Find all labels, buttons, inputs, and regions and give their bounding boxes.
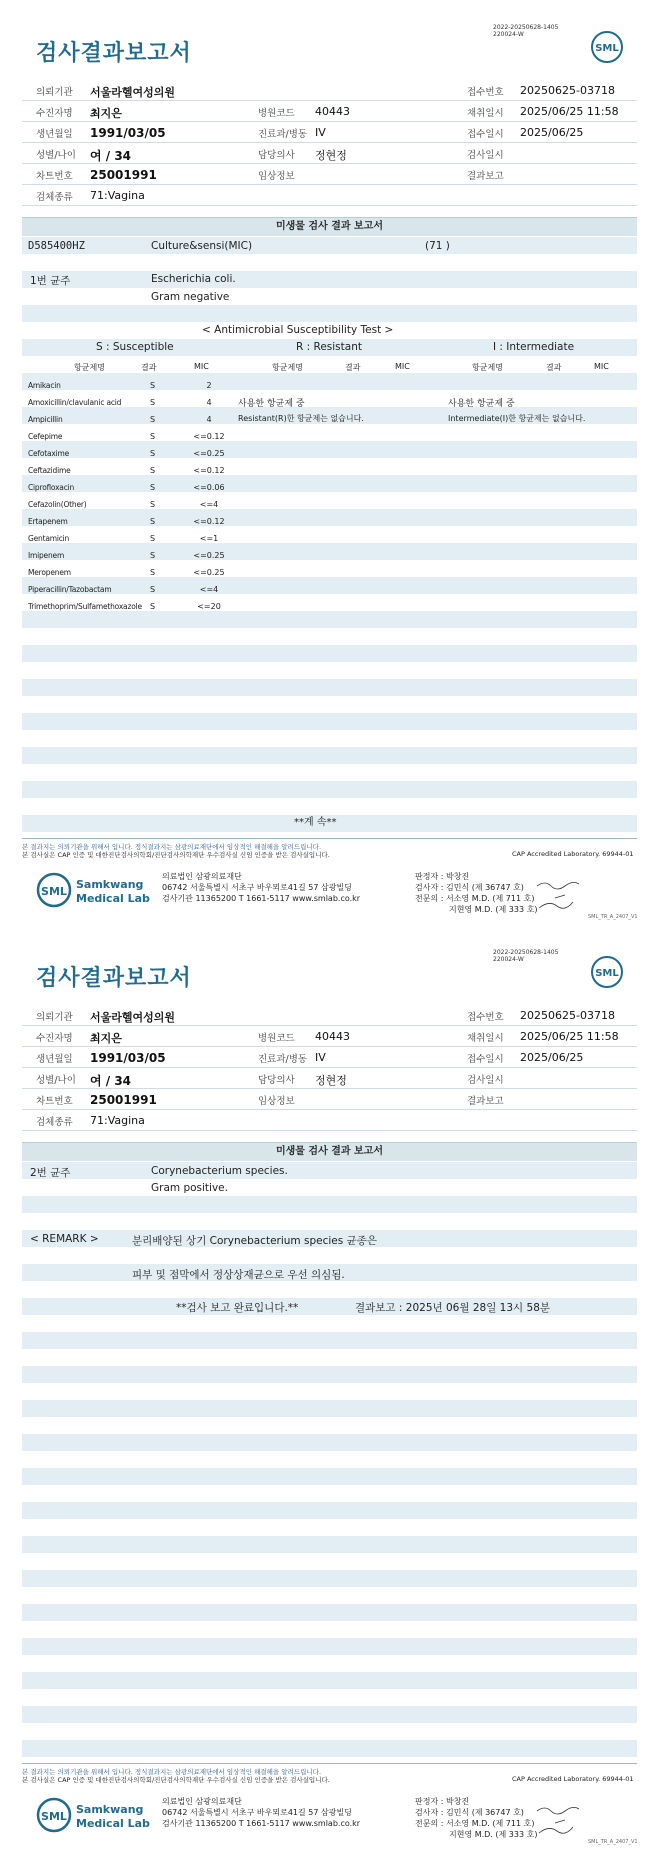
cap-accreditation: CAP Accredited Laboratory. 69944-01	[512, 850, 634, 858]
drug-mic: <=0.12	[193, 517, 225, 526]
table-stripe	[22, 1434, 637, 1451]
note-i-title: 사용한 항균제 중	[448, 399, 515, 409]
drug-name: Trimethoprim/Sulfamethoxazole	[28, 602, 142, 611]
svg-text:Medical Lab: Medical Lab	[76, 892, 150, 905]
table-stripe	[22, 1519, 637, 1536]
col-drug-s: 항균제명	[74, 363, 105, 372]
drug-result: S	[150, 449, 156, 458]
table-stripe	[22, 441, 637, 458]
document-number: 2022-20250628-1405 220024-W	[493, 949, 559, 963]
table-stripe	[22, 1655, 637, 1672]
table-stripe	[22, 1672, 637, 1689]
col-result-s: 결과	[141, 363, 157, 372]
table-stripe	[22, 356, 637, 373]
isolate-label: 2번 균주	[30, 1167, 71, 1179]
remark-line-2: 피부 및 점막에서 정상상재균으로 우선 의심됨.	[132, 1269, 345, 1281]
table-stripe	[22, 1366, 637, 1383]
table-stripe	[22, 679, 637, 696]
lab-address: 의료법인 삼광의료재단 06742 서울특별시 서초구 바우뫼로41길 57 삼광빌딩 검사기관 11365200 T 1661-5117 www.smlab.co.kr	[162, 872, 361, 903]
col-result-r: 결과	[345, 363, 361, 372]
samkwang-logo-icon	[36, 868, 156, 912]
receipt-no-value: 20250625-03718	[520, 84, 615, 97]
signature-scribble-icon	[535, 1803, 595, 1839]
drug-name: Meropenem	[28, 568, 71, 577]
sml-logo-icon	[590, 955, 624, 989]
organism-name: Corynebacterium species.	[151, 1165, 288, 1177]
table-stripe	[22, 424, 637, 441]
ast-title: < Antimicrobial Susceptibility Test >	[202, 324, 394, 336]
drug-result: S	[150, 398, 156, 407]
test-name: Culture&sensi(MIC)	[151, 240, 253, 252]
report-title: 검사결과보고서	[36, 41, 192, 66]
table-stripe	[22, 1502, 637, 1519]
drug-name: Amoxicillin/clavulanic acid	[28, 398, 122, 407]
table-stripe	[22, 1553, 637, 1570]
header-row-3: 생년월일 1991/03/05 진료과/병동 IV 접수일시 2025/06/25	[22, 1047, 637, 1068]
header-row-2: 수진자명 최지은 병원코드 40443 채취일시 2025/06/25 11:58	[22, 101, 637, 122]
version-code: SML_TR_A_2407_V1	[588, 914, 638, 920]
table-stripe	[22, 730, 637, 747]
signature-scribble-icon	[535, 878, 595, 914]
drug-name: Gentamicin	[28, 534, 70, 543]
table-stripe	[22, 1485, 637, 1502]
table-stripe	[22, 1315, 637, 1332]
drug-result: S	[150, 551, 156, 560]
table-stripe	[22, 781, 637, 798]
table-stripe	[22, 1638, 637, 1655]
drug-result: S	[150, 483, 156, 492]
report-page-2	[0, 925, 655, 1850]
table-stripe	[22, 645, 637, 662]
table-stripe	[22, 560, 637, 577]
table-stripe	[22, 492, 637, 509]
col-drug-i: 항균제명	[472, 363, 503, 372]
table-stripe	[22, 254, 637, 271]
drug-mic: <=20	[197, 602, 221, 611]
drug-result: S	[150, 500, 156, 509]
drug-mic: <=4	[199, 500, 219, 509]
header-row-1: 의뢰기관 서울라헬여성의원 접수번호 20250625-03718	[22, 1005, 637, 1026]
drug-mic: 4	[206, 415, 212, 424]
table-stripe	[22, 1417, 637, 1434]
drug-result: S	[150, 381, 156, 390]
drug-result: S	[150, 602, 156, 611]
table-stripe	[22, 1689, 637, 1706]
drug-result: S	[150, 585, 156, 594]
drug-result: S	[150, 415, 156, 424]
col-mic-r: MIC	[395, 362, 410, 371]
header-row-1: 의뢰기관 서울라헬여성의원 접수번호 20250625-03718	[22, 80, 637, 101]
table-stripe	[22, 747, 637, 764]
test-code-2: (71 )	[425, 240, 450, 252]
footer-notice-1: 본 결과지는 의뢰기관을 위해서 입니다. 정식결과지는 삼광의료재단에서 임상적인 해결해을 알려드립니다.	[22, 1768, 322, 1776]
table-stripe	[22, 1162, 637, 1179]
footer-notice-2: 본 검사실은 CAP 인증 및 대한진단검사의학회/진단검사의학재단 우수검사실 신임 인증을 받은 검사실입니다.	[22, 851, 330, 859]
header-row-2: 수진자명 최지은 병원코드 40443 채취일시 2025/06/25 11:58	[22, 1026, 637, 1047]
patient-value: 최지은	[90, 107, 122, 120]
svg-text:SML: SML	[595, 968, 619, 979]
drug-name: Ceftazidime	[28, 466, 71, 475]
institution-value: 서울라헬여성의원	[90, 86, 176, 99]
drug-result: S	[150, 466, 156, 475]
drug-result: S	[150, 517, 156, 526]
drug-name: Piperacillin/Tazobactam	[28, 585, 112, 594]
drug-mic: <=0.12	[193, 432, 225, 441]
signatures: 판정자 : 박창진 검사자 : 김민식 (제 36747 호) 전문의 : 서소영 M.D. (제 711 호) 지현영 M.D. (제 333 호)	[415, 872, 538, 914]
table-stripe	[22, 611, 637, 628]
report-complete: **검사 보고 완료입니다.**	[176, 1302, 299, 1314]
organism-name: Escherichia coli.	[151, 273, 236, 285]
drug-mic: <=0.25	[193, 568, 225, 577]
table-stripe	[22, 696, 637, 713]
table-stripe	[22, 237, 637, 254]
header-row-4: 성별/나이 여 / 34 담당의사 정현정 검사일시	[22, 143, 637, 164]
version-code: SML_TR_A_2407_V1	[588, 1839, 638, 1845]
drug-name: Cefotaxime	[28, 449, 70, 458]
table-stripe	[22, 1706, 637, 1723]
table-stripe	[22, 305, 637, 322]
header-row-5: 차트번호 25001991 임상정보 결과보고	[22, 1089, 637, 1110]
table-stripe	[22, 1451, 637, 1468]
table-stripe	[22, 1383, 637, 1400]
table-stripe	[22, 1468, 637, 1485]
section-title: 미생물 검사 결과 보고서	[22, 1142, 637, 1161]
drug-name: Cefazolin(Other)	[28, 500, 87, 509]
table-stripe	[22, 1349, 637, 1366]
drug-result: S	[150, 432, 156, 441]
drug-mic: <=0.12	[193, 466, 225, 475]
table-stripe	[22, 271, 637, 288]
document-number: 2022-20250628-1405 220024-W	[493, 24, 559, 38]
svg-text:SML: SML	[595, 43, 619, 54]
drug-mic: <=1	[199, 534, 219, 543]
col-drug-r: 항균제명	[272, 363, 303, 372]
table-stripe	[22, 1723, 637, 1740]
table-stripe	[22, 1536, 637, 1553]
legend-resistant: R : Resistant	[296, 341, 362, 353]
isolate-label: 1번 균주	[30, 275, 71, 287]
drug-mic: <=0.25	[193, 551, 225, 560]
lab-address: 의료법인 삼광의료재단 06742 서울특별시 서초구 바우뫼로41길 57 삼광빌딩 검사기관 11365200 T 1661-5117 www.smlab.co.kr	[162, 1797, 361, 1828]
continued-mark: **계 속**	[294, 817, 337, 828]
drug-mic: 2	[206, 381, 212, 390]
legend-intermediate: I : Intermediate	[493, 341, 575, 353]
table-stripe	[22, 1604, 637, 1621]
footer-notice-1: 본 결과지는 의뢰기관을 위해서 입니다. 정식결과지는 삼광의료재단에서 임상적인 해결해을 알려드립니다.	[22, 843, 322, 851]
table-stripe	[22, 1247, 637, 1264]
remark-label: < REMARK >	[30, 1233, 99, 1245]
table-stripe	[22, 764, 637, 781]
remark-line-1: 분리배양된 상기 Corynebacterium species 균종은	[132, 1235, 377, 1247]
svg-text:SML: SML	[41, 1810, 67, 1823]
table-stripe	[22, 662, 637, 679]
header-row-6: 검체종류 71:Vagina	[22, 1110, 637, 1131]
test-code: D585400HZ	[28, 240, 85, 252]
drug-name: Ertapenem	[28, 517, 68, 526]
footer-notice-2: 본 검사실은 CAP 인증 및 대한진단검사의학회/진단검사의학재단 우수검사실 신임 인증을 받은 검사실입니다.	[22, 1776, 330, 1784]
table-stripe	[22, 509, 637, 526]
drug-result: S	[150, 534, 156, 543]
table-stripe	[22, 1332, 637, 1349]
drug-name: Cefepime	[28, 432, 63, 441]
section-title: 미생물 검사 결과 보고서	[22, 217, 637, 236]
table-stripe	[22, 1621, 637, 1638]
gram-stain: Gram negative	[151, 291, 230, 303]
drug-result: S	[150, 568, 156, 577]
table-stripe	[22, 1587, 637, 1604]
report-time: 결과보고 : 2025년 06월 28일 13시 58분	[355, 1302, 551, 1314]
table-stripe	[22, 288, 637, 305]
svg-text:Medical Lab: Medical Lab	[76, 1817, 150, 1830]
samkwang-logo-icon	[36, 1793, 156, 1837]
drug-name: Amikacin	[28, 381, 61, 390]
cap-accreditation: CAP Accredited Laboratory. 69944-01	[512, 1775, 634, 1783]
table-stripe	[22, 1400, 637, 1417]
table-stripe	[22, 475, 637, 492]
drug-mic: 4	[206, 398, 212, 407]
drug-mic: <=0.25	[193, 449, 225, 458]
table-stripe	[22, 373, 637, 390]
col-mic-i: MIC	[594, 362, 609, 371]
legend-susceptible: S : Susceptible	[96, 341, 174, 353]
note-r-title: 사용한 항균제 중	[238, 399, 305, 409]
signatures: 판정자 : 박창진 검사자 : 김민식 (제 36747 호) 전문의 : 서소영 M.D. (제 711 호) 지현영 M.D. (제 333 호)	[415, 1797, 538, 1839]
note-i-text: Intermediate(I)한 항균제는 없습니다.	[448, 414, 586, 423]
table-stripe	[22, 1179, 637, 1196]
table-stripe	[22, 577, 637, 594]
table-stripe	[22, 1281, 637, 1298]
svg-text:Samkwang: Samkwang	[76, 878, 144, 891]
table-stripe	[22, 1570, 637, 1587]
table-stripe	[22, 1196, 637, 1213]
header-row-5: 차트번호 25001991 임상정보 결과보고	[22, 164, 637, 185]
drug-name: Ciprofloxacin	[28, 483, 75, 492]
table-stripe	[22, 1213, 637, 1230]
table-stripe	[22, 713, 637, 730]
gram-stain: Gram positive.	[151, 1182, 228, 1194]
header-row-3: 생년월일 1991/03/05 진료과/병동 IV 접수일시 2025/06/25	[22, 122, 637, 143]
sml-logo-icon	[590, 30, 624, 64]
drug-mic: <=0.06	[193, 483, 225, 492]
table-stripe	[22, 628, 637, 645]
table-stripe	[22, 526, 637, 543]
drug-name: Ampicillin	[28, 415, 63, 424]
table-stripe	[22, 1740, 637, 1757]
col-mic-s: MIC	[194, 362, 209, 371]
table-stripe	[22, 543, 637, 560]
col-result-i: 결과	[546, 363, 562, 372]
svg-text:Samkwang: Samkwang	[76, 1803, 144, 1816]
note-r-text: Resistant(R)한 항균제는 없습니다.	[238, 414, 364, 423]
drug-mic: <=4	[199, 585, 219, 594]
header-row-4: 성별/나이 여 / 34 담당의사 정현정 검사일시	[22, 1068, 637, 1089]
header-row-6: 검체종류 71:Vagina	[22, 185, 637, 206]
table-stripe	[22, 458, 637, 475]
svg-text:SML: SML	[41, 885, 67, 898]
drug-name: Imipenem	[28, 551, 65, 560]
report-title: 검사결과보고서	[36, 966, 192, 991]
